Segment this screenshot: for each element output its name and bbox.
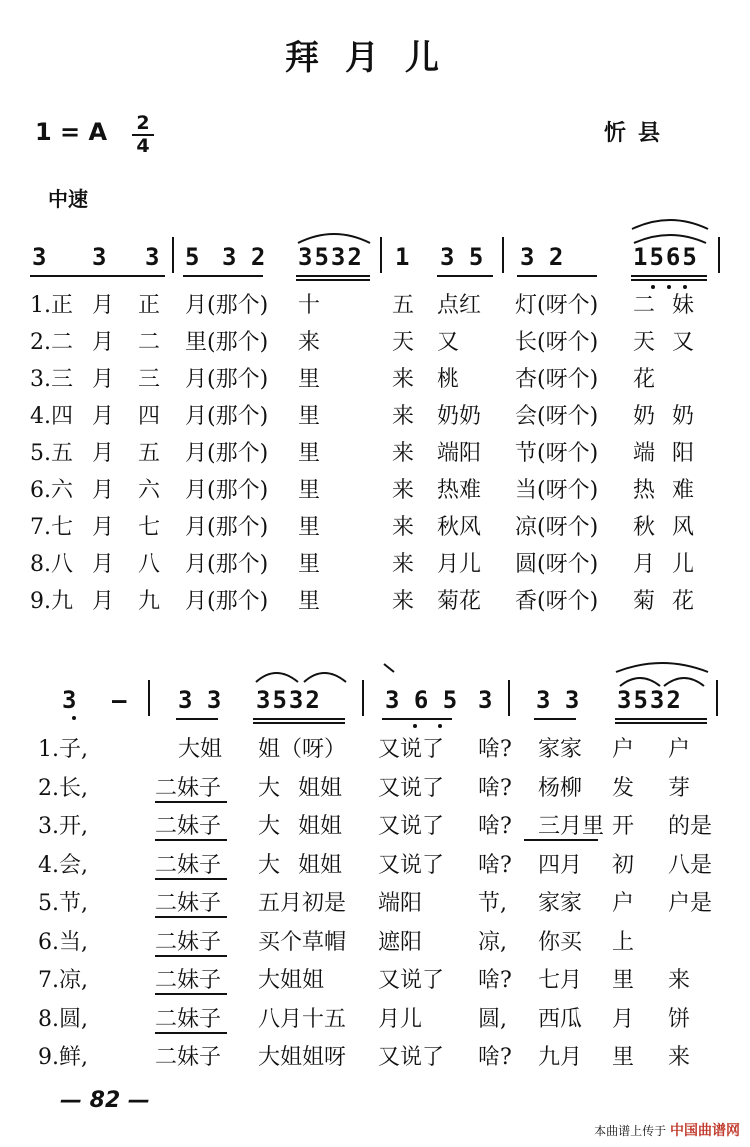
page-number: — 82 — [60, 1088, 150, 1113]
lyric-cell: 天 [633, 330, 656, 355]
beat-underline [437, 275, 493, 277]
time-signature [132, 114, 154, 156]
lyric-cell: 凉(呀个) [515, 515, 599, 540]
lyric-cell: 月 [92, 478, 115, 503]
lyric-cell: 里 [298, 441, 321, 466]
lyric-cell: 桃 [437, 367, 460, 392]
note: 3 6 5 [385, 686, 458, 714]
lyric-cell: 家家 [538, 891, 583, 916]
lyric-cell: 姐姐 [298, 775, 343, 801]
slur [612, 656, 712, 690]
lyric-cell: 啥? [478, 852, 512, 878]
lyric-cell: 8.圆, [38, 1006, 88, 1032]
lyric-cell: 奶奶 [437, 404, 482, 429]
lyric-cell: 月(那个) [185, 441, 269, 466]
lyric-cell: 奶 [672, 404, 695, 429]
lyric-cell: 5.五 [30, 441, 73, 466]
key-signature: 1 = A [35, 118, 108, 146]
lyric-cell: 杨柳 [538, 775, 583, 801]
lyric-cell: 3.三 [30, 367, 73, 392]
lyric-cell: 九 [138, 589, 161, 614]
barline [362, 680, 364, 716]
lyric-cell: 点红 [437, 293, 482, 318]
lyric-cell: 月 [633, 552, 656, 577]
lyric-cell: 月 [92, 367, 115, 392]
lyric-cell: 大姐姐呀 [258, 1045, 347, 1070]
lyric-underline [524, 839, 598, 841]
lyric-cell: 五 [138, 441, 161, 466]
lyric-cell: 四月 [538, 852, 583, 878]
lyric-cell: 月(那个) [185, 589, 269, 614]
note: 3 2 [222, 243, 266, 271]
note: 5 [185, 243, 200, 271]
lyric-cell: 里 [298, 404, 321, 429]
low-octave-dot [667, 285, 671, 289]
note: 1 [395, 243, 410, 271]
low-octave-dot [72, 716, 76, 720]
lyric-cell: 节, [478, 891, 507, 916]
lyric-cell: 大 [258, 852, 281, 878]
lyric-cell: 2.二 [30, 330, 73, 355]
lyric-cell: 月(那个) [185, 404, 269, 429]
lyric-cell: 菊花 [437, 589, 482, 614]
lyric-cell: 来 [392, 441, 415, 466]
lyric-cell: 来 [298, 330, 321, 355]
lyric-cell: 又说了 [378, 968, 445, 993]
lyric-cell: 阳 [672, 441, 695, 466]
lyric-underline [155, 839, 227, 841]
lyric-cell: 里 [298, 515, 321, 540]
note: 3 2 [520, 243, 564, 271]
lyric-cell: 四 [138, 404, 161, 429]
song-title: 拜月儿 [285, 38, 465, 78]
lyric-cell: 二妹子 [155, 891, 222, 916]
lyric-cell: 又 [437, 330, 460, 355]
beat-underline [534, 718, 576, 720]
lyric-underline [155, 916, 227, 918]
region-label: 忻县 [603, 121, 672, 146]
lyric-cell: 家家 [538, 737, 583, 762]
lyric-cell: 月 [92, 293, 115, 318]
lyric-cell: 里 [612, 968, 635, 993]
note: — [112, 686, 127, 714]
slur [252, 666, 352, 686]
lyric-cell: 二 [633, 293, 656, 318]
lyric-cell: 户是 [668, 891, 713, 916]
lyric-cell: 大姐 [178, 737, 223, 762]
lyric-cell: 7.凉, [38, 968, 88, 993]
lyric-cell: 七 [138, 515, 161, 540]
lyric-underline [155, 1032, 227, 1034]
beat-underline [296, 275, 370, 277]
note: 3 [32, 243, 47, 271]
lyric-cell: 里(那个) [185, 330, 269, 355]
lyric-cell: 又说了 [378, 852, 445, 878]
lyric-cell: 户 [612, 891, 635, 916]
lyric-cell: 秋 [633, 515, 656, 540]
note: 3 [478, 686, 493, 714]
lyric-cell: 的是 [668, 814, 713, 839]
lyric-cell: 来 [668, 968, 691, 993]
lyric-cell: 月 [92, 441, 115, 466]
lyric-cell: 二妹子 [155, 852, 222, 878]
lyric-cell: 月儿 [378, 1006, 423, 1032]
time-bottom: 4 [136, 135, 150, 157]
lyric-cell: 来 [392, 589, 415, 614]
beat-underline [253, 718, 345, 720]
lyric-cell: 五 [392, 293, 415, 318]
lyric-cell: 二妹子 [155, 929, 222, 955]
lyric-cell: 来 [392, 404, 415, 429]
lyric-cell: 姐姐 [298, 852, 343, 878]
lyric-cell: 户 [668, 737, 691, 762]
lyric-cell: 1.正 [30, 293, 73, 318]
low-octave-dot [413, 724, 417, 728]
barline [380, 237, 382, 273]
lyric-underline [155, 955, 227, 957]
lyric-cell: 杏(呀个) [515, 367, 599, 392]
lyric-cell: 二妹子 [155, 1045, 222, 1070]
lyric-cell: 遮阳 [378, 929, 423, 955]
lyric-cell: 啥? [478, 968, 512, 993]
lyric-cell: 又说了 [378, 737, 445, 762]
lyric-cell: 难 [672, 478, 695, 503]
lyric-cell: 6.当, [38, 929, 88, 955]
lyric-cell: 来 [392, 478, 415, 503]
note: 3 [145, 243, 160, 271]
lyric-cell: 3.开, [38, 814, 88, 839]
lyric-cell: 月 [92, 552, 115, 577]
lyric-cell: 4.四 [30, 404, 73, 429]
lyric-cell: 端阳 [437, 441, 482, 466]
note: 3 3 [178, 686, 222, 714]
lyric-cell: 奶 [633, 404, 656, 429]
lyric-cell: 芽 [668, 775, 691, 801]
lyric-cell: 儿 [672, 552, 695, 577]
beat-underline [517, 275, 597, 277]
lyric-cell: 七月 [538, 968, 583, 993]
tempo-label: 中速 [48, 187, 88, 211]
lyric-cell: 姐姐 [298, 814, 343, 839]
lyric-cell: 又 [672, 330, 695, 355]
lyric-cell: 上 [612, 929, 635, 955]
lyric-cell: 八月十五 [258, 1006, 347, 1032]
lyric-cell: 又说了 [378, 1045, 445, 1070]
lyric-cell: 来 [392, 515, 415, 540]
lyric-cell: 里 [298, 367, 321, 392]
lyric-cell: 月 [92, 330, 115, 355]
lyric-cell: 又说了 [378, 775, 445, 801]
beat-underline [382, 718, 452, 720]
lyric-cell: 灯(呀个) [515, 293, 599, 318]
lyric-cell: 大 [258, 814, 281, 839]
lyric-cell: 啥? [478, 1045, 512, 1070]
lyric-cell: 八 [138, 552, 161, 577]
beat-underline [615, 722, 707, 724]
note: 3 [92, 243, 107, 271]
lyric-cell: 六 [138, 478, 161, 503]
note: 3532 [617, 686, 683, 714]
lyric-underline [155, 801, 227, 803]
beat-underline [30, 275, 165, 277]
lyric-cell: 月(那个) [185, 515, 269, 540]
lyric-cell: 西瓜 [538, 1006, 583, 1032]
lyric-cell: 来 [668, 1045, 691, 1070]
lyric-cell: 姐（呀） [258, 737, 347, 762]
note: 3 [62, 686, 77, 714]
note: 1565 [633, 243, 699, 271]
time-top: 2 [136, 112, 150, 134]
lyric-cell: 月(那个) [185, 293, 269, 318]
lyric-cell: 九月 [538, 1045, 583, 1070]
lyric-cell: 饼 [668, 1006, 691, 1032]
lyric-cell: 9.鲜, [38, 1045, 88, 1070]
lyric-cell: 来 [392, 367, 415, 392]
score-line-2 [0, 680, 750, 770]
watermark [594, 1120, 740, 1140]
lyric-cell: 会(呀个) [515, 404, 599, 429]
lyric-cell: 圆, [478, 1006, 507, 1032]
lyric-cell: 月儿 [437, 552, 482, 577]
lyric-cell: 妹 [672, 293, 695, 318]
lyric-cell: 圆(呀个) [515, 552, 599, 577]
beat-underline [176, 718, 218, 720]
beat-underline [631, 275, 707, 277]
barline [718, 237, 720, 273]
lyric-cell: 香(呀个) [515, 589, 599, 614]
lyric-cell: 菊 [633, 589, 656, 614]
lyric-cell: 当(呀个) [515, 478, 599, 503]
lyric-cell: 月 [612, 1006, 635, 1032]
barline [716, 680, 718, 716]
lyric-cell: 里 [298, 589, 321, 614]
lyric-cell: 端阳 [378, 891, 423, 916]
lyric-cell: 五月初是 [258, 891, 347, 916]
note: 3532 [298, 243, 364, 271]
beat-underline [183, 275, 263, 277]
watermark-prefix: 本曲谱上传于 [594, 1124, 667, 1138]
lyric-cell: 端 [633, 441, 656, 466]
lyric-cell: 8.八 [30, 552, 73, 577]
lyric-cell: 节(呀个) [515, 441, 599, 466]
lyric-cell: 大姐姐 [258, 968, 325, 993]
ornament-mark [382, 662, 402, 676]
slur [294, 227, 374, 247]
barline [502, 237, 504, 273]
lyric-cell: 你买 [538, 929, 583, 955]
watermark-brand: 中国曲谱网 [670, 1123, 740, 1139]
lyric-cell: 月 [92, 515, 115, 540]
lyric-underline [155, 878, 227, 880]
lyric-cell: 秋风 [437, 515, 482, 540]
lyric-cell: 三月里 [538, 814, 605, 839]
lyric-cell: 发 [612, 775, 635, 801]
lyric-cell: 二妹子 [155, 814, 222, 839]
lyric-cell: 月 [92, 404, 115, 429]
lyric-cell: 5.节, [38, 891, 88, 916]
lyric-cell: 长(呀个) [515, 330, 599, 355]
lyric-cell: 十 [298, 293, 321, 318]
lyric-cell: 热难 [437, 478, 482, 503]
lyric-cell: 三 [138, 367, 161, 392]
lyric-cell: 二 [138, 330, 161, 355]
lyric-cell: 开 [612, 814, 635, 839]
lyric-cell: 1.子, [38, 737, 88, 762]
lyric-cell: 又说了 [378, 814, 445, 839]
lyric-cell: 啥? [478, 814, 512, 839]
lyric-cell: 花 [672, 589, 695, 614]
beat-underline [296, 279, 370, 281]
lyric-cell: 4.会, [38, 852, 88, 878]
barline [148, 680, 150, 716]
lyric-cell: 里 [612, 1045, 635, 1070]
note: 3 3 [536, 686, 580, 714]
lyric-cell: 热 [633, 478, 656, 503]
lyric-cell: 6.六 [30, 478, 73, 503]
lyric-cell: 初 [612, 852, 635, 878]
beat-underline [253, 722, 345, 724]
lyric-cell: 天 [392, 330, 415, 355]
lyric-cell: 9.九 [30, 589, 73, 614]
lyric-cell: 风 [672, 515, 695, 540]
slur [628, 213, 712, 247]
lyric-cell: 啥? [478, 775, 512, 801]
lyric-cell: 凉, [478, 929, 507, 955]
note: 3 5 [440, 243, 484, 271]
lyric-cell: 来 [392, 552, 415, 577]
lyric-cell: 花 [633, 367, 656, 392]
note: 3532 [256, 686, 322, 714]
lyric-cell: 二妹子 [155, 1006, 222, 1032]
lyric-cell: 里 [298, 552, 321, 577]
lyric-cell: 月(那个) [185, 552, 269, 577]
lyric-cell: 月 [92, 589, 115, 614]
lyric-cell: 正 [138, 293, 161, 318]
lyric-cell: 户 [612, 737, 635, 762]
lyric-cell: 里 [298, 478, 321, 503]
lyric-cell: 大 [258, 775, 281, 801]
lyric-cell: 八是 [668, 852, 713, 878]
barline [172, 237, 174, 273]
beat-underline [631, 279, 707, 281]
lyric-cell: 二妹子 [155, 775, 222, 801]
low-octave-dot [438, 724, 442, 728]
lyric-underline [155, 993, 227, 995]
lyric-cell: 月(那个) [185, 478, 269, 503]
lyric-cell: 啥? [478, 737, 512, 762]
lyric-cell: 2.长, [38, 775, 88, 801]
barline [508, 680, 510, 716]
lyric-cell: 7.七 [30, 515, 73, 540]
lyric-cell: 月(那个) [185, 367, 269, 392]
lyric-cell: 买个草帽 [258, 929, 347, 955]
lyric-cell: 二妹子 [155, 968, 222, 993]
beat-underline [615, 718, 707, 720]
